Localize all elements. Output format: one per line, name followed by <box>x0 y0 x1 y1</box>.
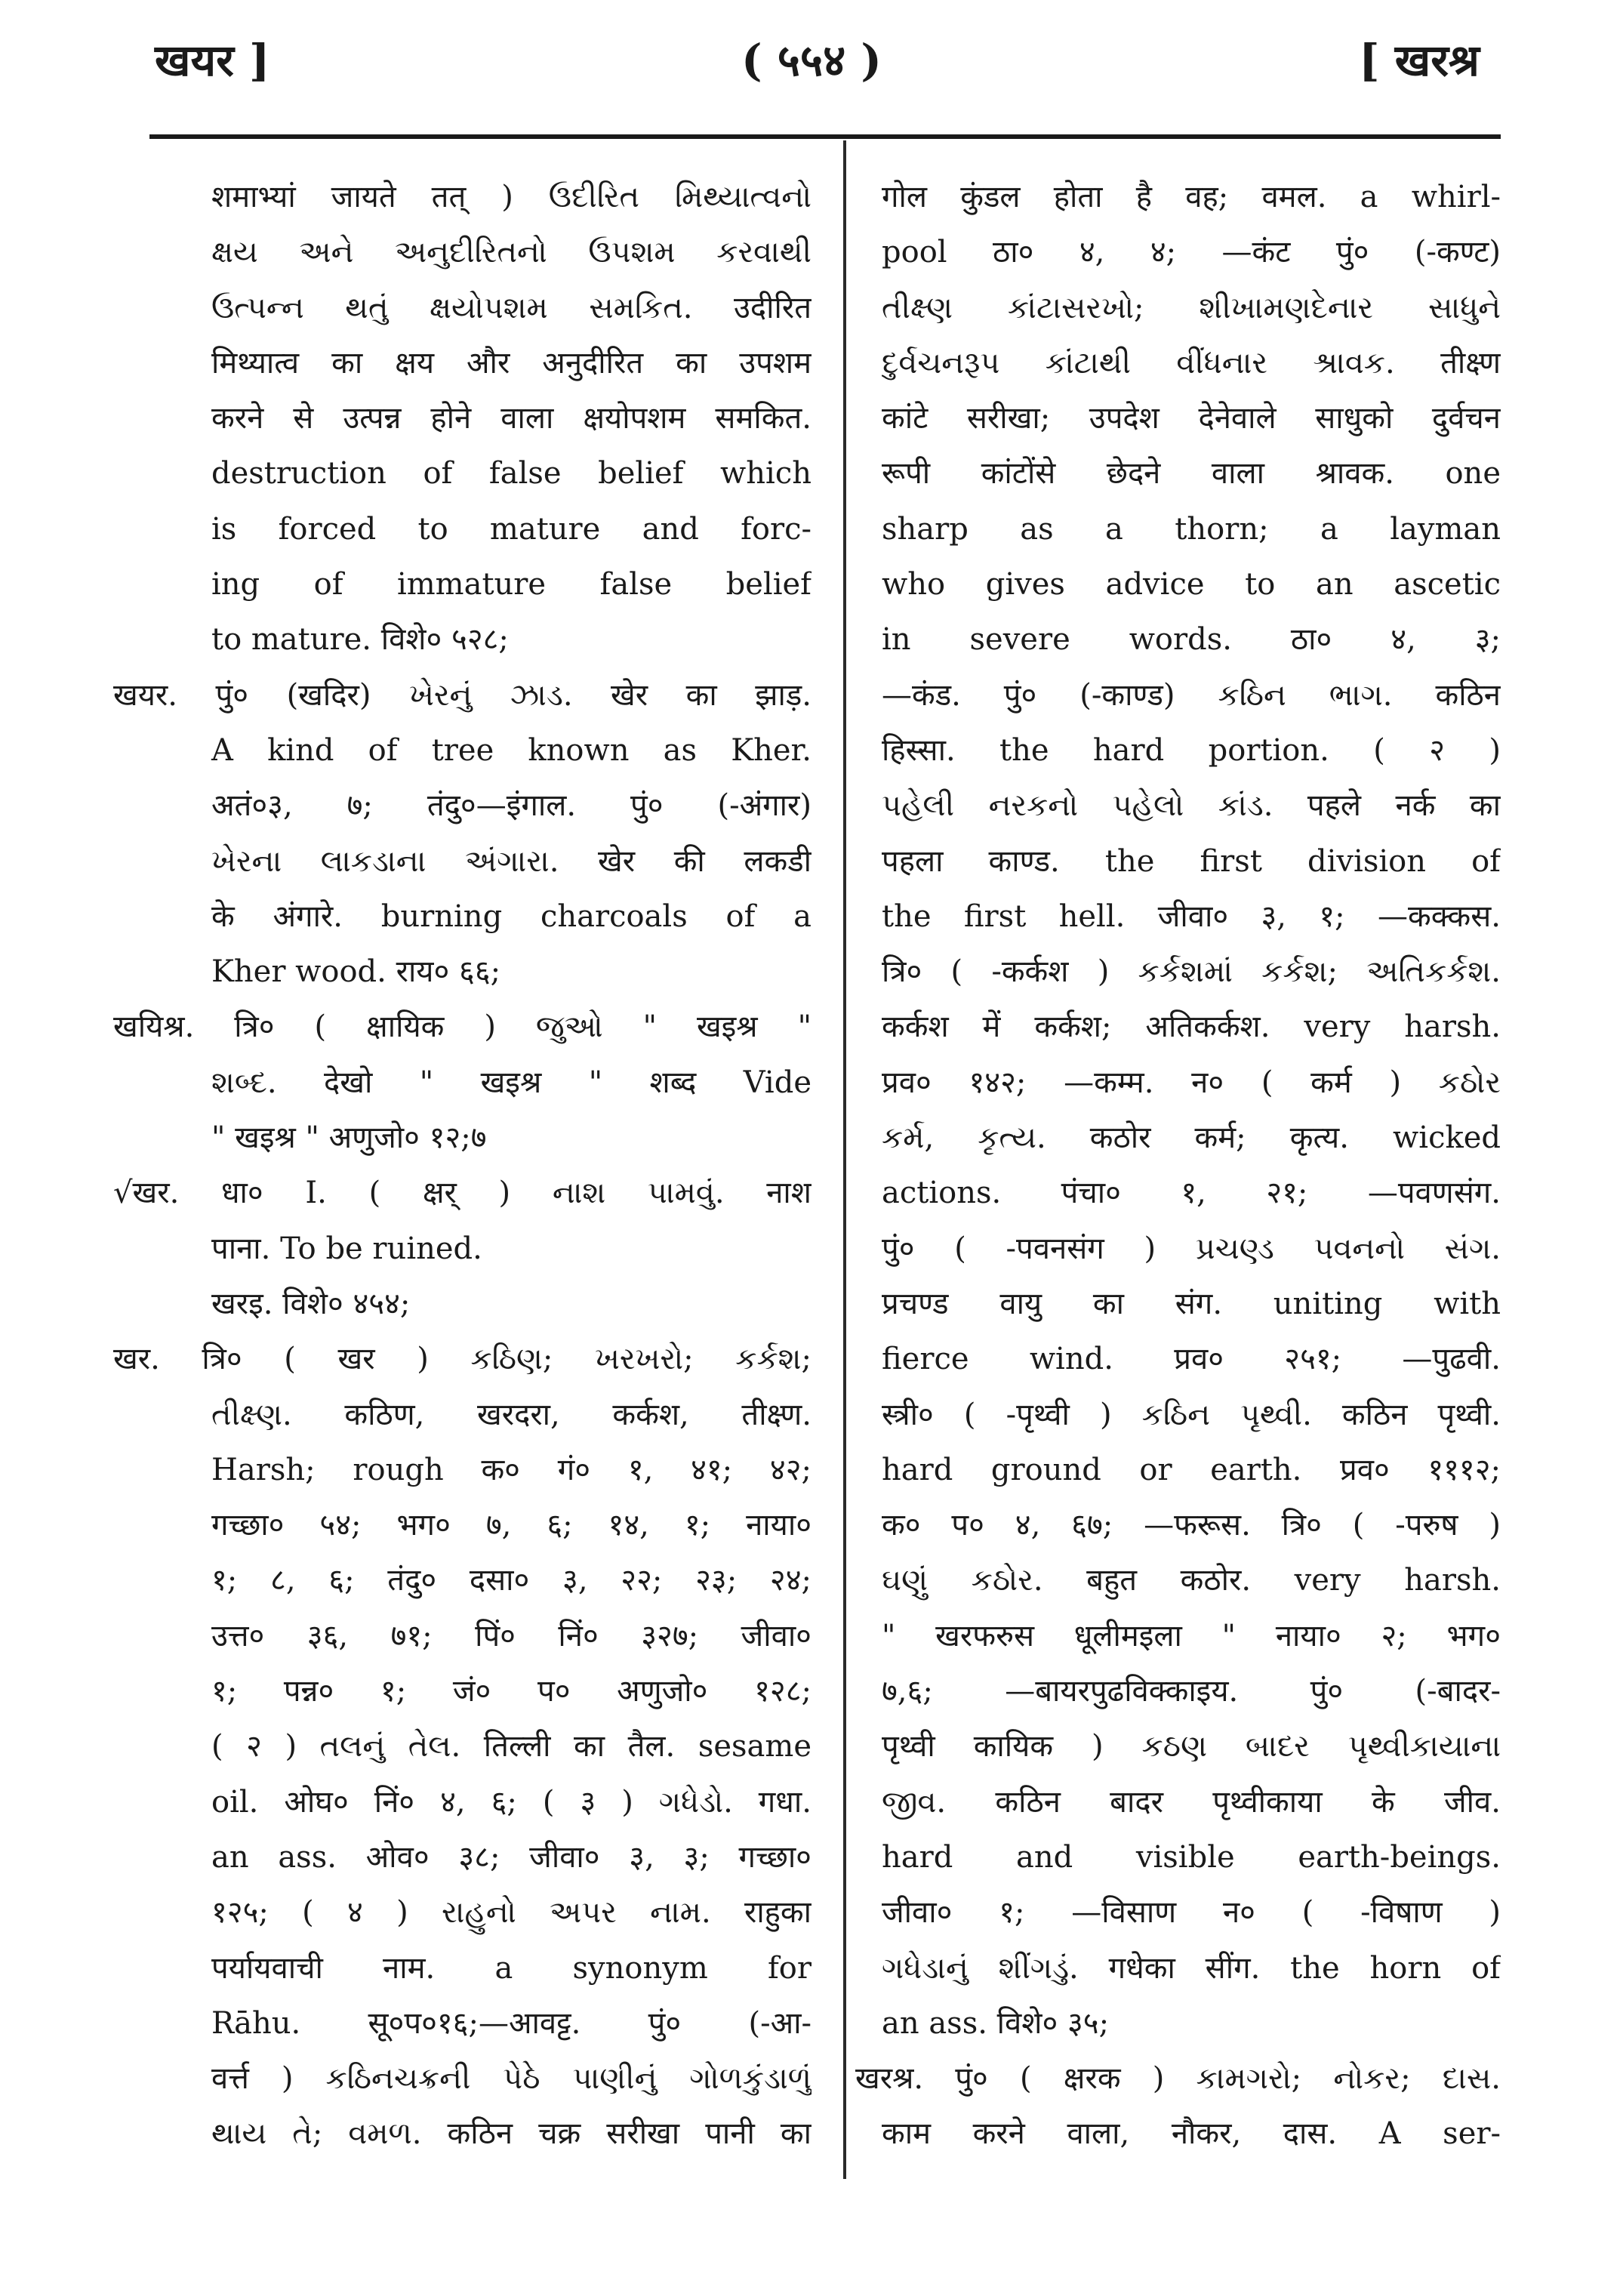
left-column-line: करने से उत्पन्न होने वाला क्षयोपशम समकित. <box>211 401 812 436</box>
left-column-line: તીક્ષ્ણ. कठिण, खरदरा, कर्कश, तीक्ष्ण. <box>211 1397 812 1432</box>
left-column-line: ઉત્પન્ન થતું ક્ષયોપશમ સમકિત. उदीरित <box>211 290 812 325</box>
column-divider <box>843 140 846 2179</box>
right-column-line: hard ground or earth. प्रव० १११२; <box>882 1452 1501 1487</box>
right-column-line: पुं० ( -पवनसंग ) પ્રચણ્ડ પવનનો સંગ. <box>882 1231 1501 1266</box>
right-column-line: खरश्र. पुं० ( क्षरक ) કામગરો; નોકર; દાસ. <box>855 2061 1501 2097</box>
right-column-line: the first hell. जीवा० ३, १; —कक्कस. <box>882 898 1501 934</box>
right-column-line: पृथ्वी कायिक ) કઠણ બાદર પૃથ્વીકાયાના <box>882 1729 1501 1764</box>
right-column-line: hard and visible earth-beings. <box>882 1839 1501 1875</box>
left-column-line: is forced to mature and forc- <box>211 511 812 547</box>
left-column-line: " खइश्र " अणुजो० १२;७ <box>211 1120 487 1156</box>
right-column-line: रूपी कांटोंसे छेदने वाला श्रावक. one <box>882 456 1501 492</box>
right-column-line: who gives advice to an ascetic <box>882 567 1501 603</box>
right-column-line: an ass. विशे० ३५; <box>882 2005 1110 2041</box>
left-column-line: खयिश्र. त्रि० ( क्षायिक ) જુઓ " खइश्र " <box>113 1009 812 1045</box>
left-column-line: के अंगारे. burning charcoals of a <box>211 898 812 934</box>
left-column-line: Harsh; rough क० गं० १, ४१; ४२; <box>211 1452 812 1487</box>
right-column-line: ઘણું કઠોર. बहुत कठोर. very harsh. <box>882 1563 1501 1598</box>
right-column-line: પહેલી નરકનો પહેલો કાંડ. पहले नर्क का <box>882 788 1501 824</box>
right-column-line: प्रचण्ड वायु का संग. uniting with <box>882 1286 1501 1321</box>
right-column-line: pool ठा० ४, ४; —कंट पुं० (-कण्ट) <box>882 235 1501 270</box>
right-column-line: ગધેડાનું શીંગડું. गधेका सींग. the horn of <box>882 1950 1501 1986</box>
right-column-line: स्त्री० ( -पृथ्वी ) કઠિન પૃથ્વી. कठिन पृथ्वी. <box>882 1397 1501 1432</box>
left-column-line: √खर. धा० I. ( क्षर् ) નાશ પામવું. नाश <box>113 1176 812 1211</box>
left-column-line: શબ્દ. देखो " खइश्र " शब्द Vide <box>211 1065 812 1100</box>
right-column-line: જીવ. कठिन बादर पृथ्वीकाया के जीव. <box>882 1784 1501 1820</box>
left-column <box>113 170 812 2162</box>
left-column-line: १; पन्न० १; जं० प० अणुजो० १२८; <box>211 1674 812 1709</box>
right-column-line: त्रि० ( -कर्कश ) કર્કશમાં કર્કશ; અતિકર્કશ. <box>882 954 1501 990</box>
header-rule <box>149 134 1501 139</box>
left-column-line: १; ८, ६; तंदु० दसा० ३, २२; २३; २४; <box>211 1563 812 1598</box>
left-column-line: destruction of false belief which <box>211 456 812 492</box>
left-column-line: A kind of tree known as Kher. <box>211 732 812 768</box>
right-column-line: તીક્ષ્ણ કાંટાસરખો; શીખામણદેનાર સાધુને <box>882 290 1501 325</box>
right-column-line: काम करने वाला, नौकर, दास. A ser- <box>882 2116 1501 2152</box>
right-column-line: हिस्सा. the hard portion. ( २ ) <box>882 732 1501 768</box>
right-column-line: દુર્વચનરૂપ કાંટાથી વીંધનાર શ્રાવક. तीक्ष्ण <box>882 345 1501 381</box>
page-number: ( ५५४ ) <box>741 35 882 86</box>
left-column-line: Rāhu. सू०प०१६;—आवट्ट. पुं० (-आ- <box>211 2005 812 2041</box>
right-column-line: sharp as a thorn; a layman <box>882 511 1501 547</box>
left-column-line: शमाभ्यां जायते तत् ) ઉદીરિત મિથ્યાત્વનો <box>211 180 812 214</box>
right-column-line: पहला काण्ड. the first division of <box>882 843 1501 879</box>
left-column-line: १२५; ( ४ ) રાહુનો અપર નામ. राहुका <box>211 1895 812 1931</box>
right-column-line: प्रव० १४२; —कम्म. न० ( कर्म ) કઠોર <box>882 1065 1501 1100</box>
left-column-line: वर्त्त ) કઠિનચક્રની પેઠે પાણીનું ગોળકુંડાળું <box>211 2061 812 2097</box>
right-column-line: ७,६; —बायरपुढविक्काइय. पुं० (-बादर- <box>882 1674 1501 1709</box>
header-left-catchword: खयर ] <box>155 35 270 86</box>
left-column-line: मिथ्यात्व का क्षय और अनुदीरित का उपशम <box>211 345 812 381</box>
right-column-line: कर्कश में कर्कश; अतिकर्कश. very harsh. <box>882 1009 1501 1045</box>
right-column-line: કર્મ, કૃત્ય. कठोर कर्म; कृत्य. wicked <box>882 1120 1501 1156</box>
left-column-line: खयर. पुं० (खदिर) ખેરનું ઝાડ. खेर का झाड़. <box>113 677 812 713</box>
right-column <box>855 170 1501 2162</box>
left-column-line: an ass. ओव० ३८; जीवा० ३, ३; गच्छा० <box>211 1839 812 1875</box>
left-column-line: oil. ओघ० निं० ४, ६; ( ३ ) ગધેડો. गधा. <box>211 1784 812 1820</box>
right-column-line: क० प० ४, ६७; —फरूस. त्रि० ( -परुष ) <box>882 1508 1501 1543</box>
right-column-line: in severe words. ठा० ४, ३; <box>882 622 1501 658</box>
left-column-line: पाना. To be ruined. <box>211 1231 482 1266</box>
right-column-line: fierce wind. प्रव० २५१; —पुढवी. <box>882 1342 1501 1377</box>
left-column-line: खर. त्रि० ( खर ) કઠિણ; ખરખરો; કર્કશ; <box>113 1342 812 1377</box>
left-column-line: गच्छा० ५४; भग० ७, ६; १४, १; नाया० <box>211 1508 812 1543</box>
left-column-line: पर्यायवाची नाम. a synonym for <box>211 1950 812 1986</box>
left-column-line: થાય તે; વમળ. कठिन चक्र सरीखा पानी का <box>211 2116 812 2152</box>
right-column-line: —कंड. पुं० (-काण्ड) કઠિન ભાગ. कठिन <box>882 677 1501 713</box>
left-column-line: to mature. विशे० ५२८; <box>211 622 509 658</box>
right-column-line: कांटे सरीखा; उपदेश देनेवाले साधुको दुर्वचन <box>882 401 1501 436</box>
right-column-line: actions. पंचा० १, २१; —पवणसंग. <box>882 1176 1501 1211</box>
left-column-line: खरइ. विशे० ४५४; <box>211 1286 411 1321</box>
right-column-line: जीवा० १; —विसाण न० ( -विषाण ) <box>882 1895 1501 1931</box>
left-column-line: ing of immature false belief <box>211 567 812 603</box>
left-column-line: Kher wood. राय० ६६; <box>211 954 501 990</box>
right-column-line: गोल कुंडल होता है वह; वमल. a whirl- <box>882 180 1501 214</box>
left-column-line: ક્ષય અને અનુદીરિતનો ઉપશમ કરવાથી <box>211 235 812 270</box>
left-column-line: उत्त० ३६, ७१; पिं० निं० ३२७; जीवा० <box>211 1618 812 1653</box>
right-column-line: " खरफरुस धूलीमइला " नाया० २; भग० <box>882 1618 1501 1653</box>
left-column-line: अतं०३, ७; तंदु०—इंगाल. पुं० (-अंगार) <box>211 788 812 824</box>
left-column-line: ( २ ) તલનું તેલ. तिल्ली का तैल. sesame <box>211 1729 812 1764</box>
header-right-catchword: [ खरश्र <box>1359 35 1480 86</box>
left-column-line: ખેરના લાકડાના અંગારા. खेर की लकडी <box>211 843 812 879</box>
